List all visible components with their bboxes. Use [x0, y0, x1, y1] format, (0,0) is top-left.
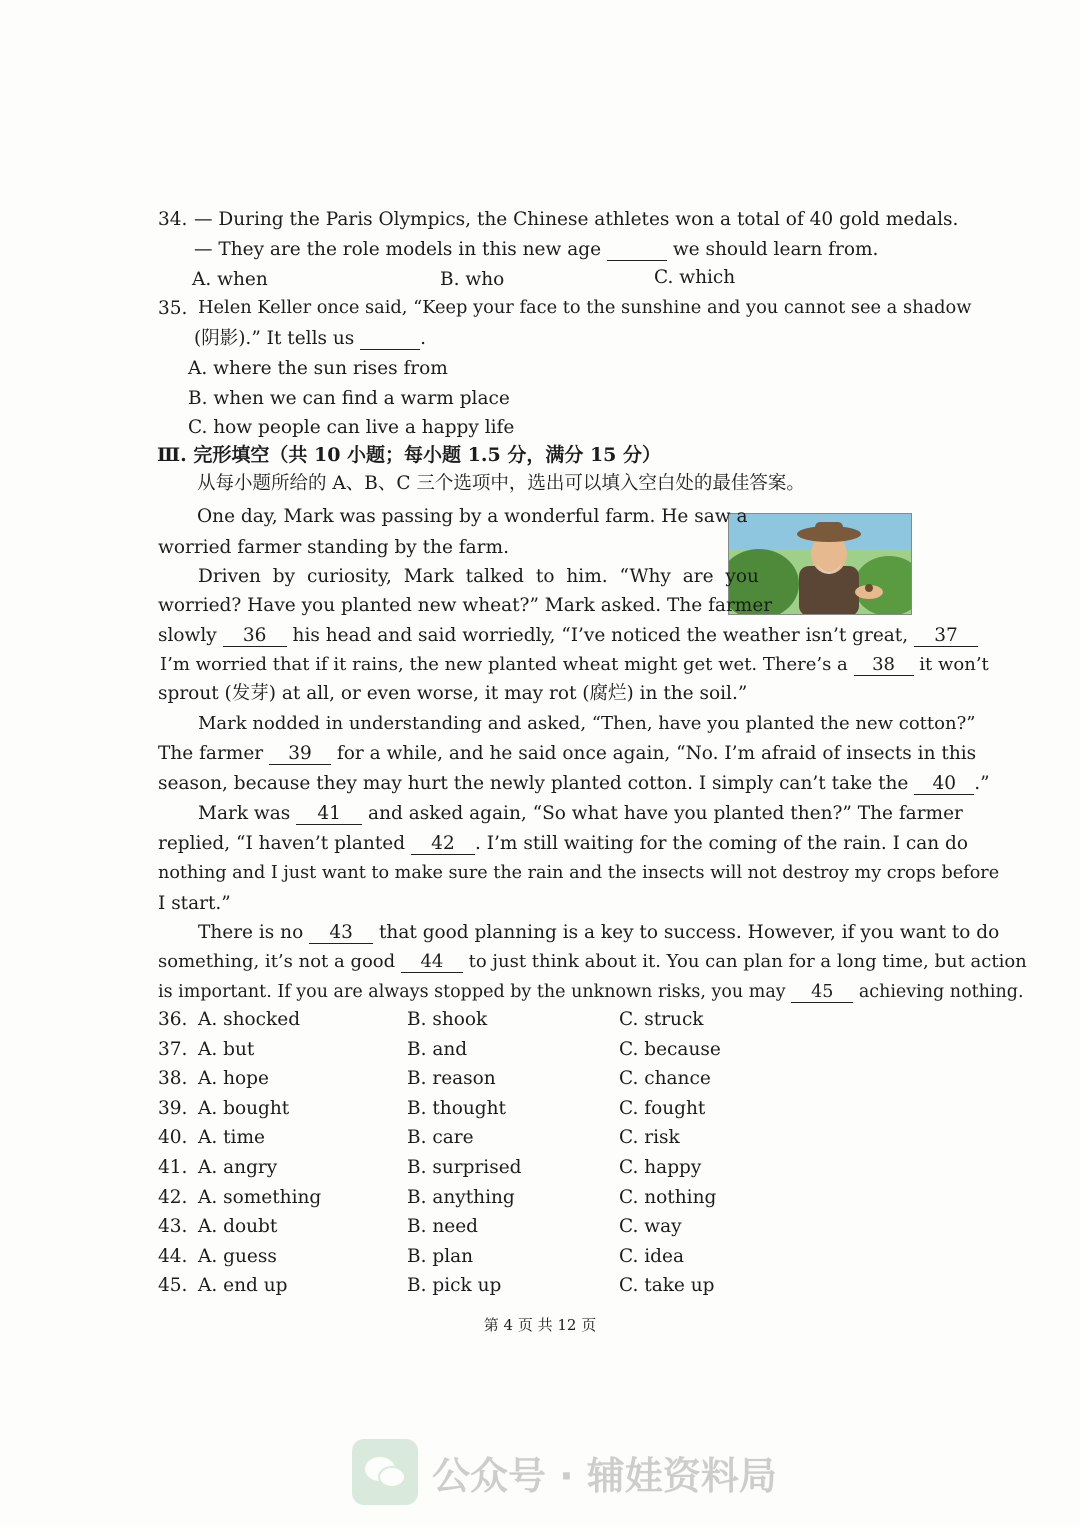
option-a: A. hope — [198, 1068, 269, 1090]
wechat-logo-icon — [352, 1439, 418, 1505]
passage-p5b — [158, 950, 1027, 974]
option-c: C. idea — [619, 1245, 684, 1267]
option-a: A. but — [198, 1038, 255, 1060]
passage-p1b: worried farmer standing by the farm. — [158, 537, 509, 558]
passage-p2b: worried? Have you planted new wheat?” Mark asked. The farmer — [158, 595, 773, 616]
option-b: B. need — [407, 1216, 479, 1238]
blank-39: 39 — [269, 744, 331, 765]
passage-p3b-2: for a while, and he said once again, “No. I’m afraid of insects in this — [336, 743, 977, 764]
option-row — [0, 1186, 1080, 1210]
option-num: 37. — [158, 1038, 188, 1060]
q34-line1: — During the Paris Olympics, the Chinese athletes won a total of 40 gold medals. — [194, 209, 959, 230]
option-b: B. anything — [407, 1186, 515, 1208]
option-c: C. take up — [619, 1275, 715, 1297]
passage-p3a: Mark nodded in understanding and asked, “Then, have you planted the new cotton?” — [198, 713, 976, 734]
blank-45: 45 — [791, 982, 853, 1003]
option-num: 42. — [158, 1186, 188, 1208]
option-row — [0, 1156, 1080, 1180]
option-num: 45. — [158, 1275, 188, 1297]
q34-number: 34. — [158, 209, 188, 230]
option-a: A. doubt — [198, 1216, 278, 1238]
option-num: 36. — [158, 1009, 188, 1030]
passage-p4a-2: and asked again, “So what have you planted then?” The farmer — [368, 803, 963, 824]
watermark-text: 公众号 · 辅娃资料局 — [432, 1453, 777, 1498]
option-a: A. shocked — [198, 1009, 301, 1030]
option-a: A. something — [198, 1186, 322, 1208]
blank-36: 36 — [223, 626, 287, 647]
option-num: 39. — [158, 1097, 188, 1119]
passage-p2c-1: slowly — [158, 625, 217, 646]
passage-p4a — [198, 802, 963, 826]
q35-option-c: C. how people can live a happy life — [188, 417, 515, 438]
option-b: B. surprised — [407, 1157, 522, 1178]
q34-blank — [607, 240, 667, 261]
q35-option-b: B. when we can find a warm place — [188, 388, 510, 409]
passage-p3b — [158, 742, 976, 766]
q35-line2b: . — [420, 328, 427, 349]
blank-44: 44 — [401, 952, 463, 973]
option-num: 38. — [158, 1068, 188, 1090]
passage-p2d — [160, 653, 989, 677]
q34-option-b: B. who — [440, 269, 505, 290]
option-a: A. bought — [198, 1097, 290, 1119]
passage-p4a-1: Mark was — [198, 803, 291, 824]
option-b: B. pick up — [407, 1275, 502, 1297]
passage-p2d-2: it won’t — [919, 654, 989, 675]
option-row — [0, 1274, 1080, 1298]
blank-41: 41 — [296, 804, 362, 825]
passage-p4c: nothing and I just want to make sure the rain and the insects will not destroy my crops before — [158, 863, 1000, 883]
passage-p5c-2: achieving nothing. — [858, 982, 1024, 1002]
q35-blank — [360, 329, 420, 350]
q34-line2a: — They are the role models in this new age — [194, 239, 602, 260]
option-a: A. guess — [198, 1245, 277, 1267]
option-num: 41. — [158, 1157, 188, 1178]
q34-option-c: C. which — [654, 267, 736, 288]
passage-p1a: One day, Mark was passing by a wonderful farm. He saw a — [197, 506, 748, 527]
passage-p5c — [158, 980, 1024, 1004]
q35-number: 35. — [158, 298, 188, 319]
q35-option-a: A. where the sun rises from — [188, 358, 448, 379]
passage-p3b-1: The farmer — [158, 743, 264, 764]
section3-heading: Ⅲ. 完形填空（共 10 小题；每小题 1.5 分，满分 15 分） — [157, 444, 661, 466]
q34-line2b: we should learn from. — [672, 239, 879, 260]
q35-line2 — [194, 327, 426, 351]
passage-p5a-1: There is no — [198, 922, 304, 943]
q34-line2 — [194, 238, 878, 262]
option-c: C. nothing — [619, 1186, 717, 1208]
option-c: C. risk — [619, 1127, 680, 1149]
option-a: A. time — [198, 1127, 265, 1149]
option-b: B. and — [407, 1038, 468, 1060]
option-c: C. chance — [619, 1068, 711, 1090]
passage-p5a-2: that good planning is a key to success. However, if you want to do — [379, 922, 1000, 943]
passage-p5b-1: something, it’s not a good — [158, 951, 396, 972]
option-b: B. reason — [407, 1068, 496, 1090]
passage-p5a — [198, 921, 999, 945]
passage-p2d-1: I’m worried that if it rains, the new planted wheat might get wet. There’s a — [160, 654, 848, 675]
q35-line1: Helen Keller once said, “Keep your face to the sunshine and you cannot see a shadow — [198, 297, 972, 318]
blank-37: 37 — [914, 626, 978, 647]
passage-p5b-2: to just think about it. You can plan for a long time, but action — [468, 951, 1027, 972]
option-c: C. because — [619, 1038, 721, 1060]
section3-instruction: 从每小题所给的 A、B、C 三个选项中，选出可以填入空白处的最佳答案。 — [197, 473, 805, 494]
q35-line2a: (阴影).” It tells us — [194, 328, 355, 349]
option-row — [0, 1097, 1080, 1121]
passage-p4b-2: . I’m still waiting for the coming of the rain. I can do — [474, 833, 969, 854]
blank-42: 42 — [411, 834, 475, 855]
option-c: C. way — [619, 1216, 682, 1238]
passage-p3c — [158, 772, 990, 796]
option-c: C. fought — [619, 1097, 706, 1119]
passage-p3c-2: .” — [974, 773, 990, 794]
option-a: A. end up — [198, 1275, 288, 1297]
option-c: C. happy — [619, 1157, 702, 1178]
option-row — [0, 1067, 1080, 1091]
option-num: 43. — [158, 1216, 188, 1238]
option-b: B. plan — [407, 1245, 474, 1267]
passage-p2c-2: his head and said worriedly, “I’ve noticed the weather isn’t great, — [292, 625, 909, 646]
blank-43: 43 — [309, 923, 373, 944]
passage-p4b — [158, 832, 968, 856]
option-row — [0, 1126, 1080, 1150]
blank-40: 40 — [914, 774, 974, 795]
q34-option-a: A. when — [192, 269, 268, 290]
option-row — [0, 1245, 1080, 1269]
passage-p5c-1: is important. If you are always stopped by the unknown risks, you may — [158, 982, 786, 1002]
passage-p4b-1: replied, “I haven’t planted — [158, 833, 406, 854]
page-footer: 第 4 页 共 12 页 — [483, 1316, 597, 1334]
option-row — [0, 1215, 1080, 1239]
option-row — [0, 1038, 1080, 1062]
option-b: B. care — [407, 1127, 474, 1149]
passage-p4d: I start.” — [158, 893, 231, 914]
watermark — [352, 1438, 777, 1506]
blank-38: 38 — [854, 655, 914, 676]
passage-p3c-1: season, because they may hurt the newly planted cotton. I simply can’t take the — [158, 773, 909, 794]
passage-p2a: Driven by curiosity, Mark talked to him. “Why are you — [198, 566, 759, 587]
passage-p2c — [158, 624, 978, 648]
option-b: B. shook — [407, 1009, 488, 1030]
option-num: 44. — [158, 1245, 188, 1267]
option-num: 40. — [158, 1127, 188, 1149]
option-c: C. struck — [619, 1009, 704, 1030]
passage-p2e: sprout (发芽) at all, or even worse, it may rot (腐烂) in the soil.” — [158, 683, 748, 704]
option-row — [0, 1008, 1080, 1032]
option-a: A. angry — [198, 1157, 278, 1178]
option-b: B. thought — [407, 1097, 506, 1119]
